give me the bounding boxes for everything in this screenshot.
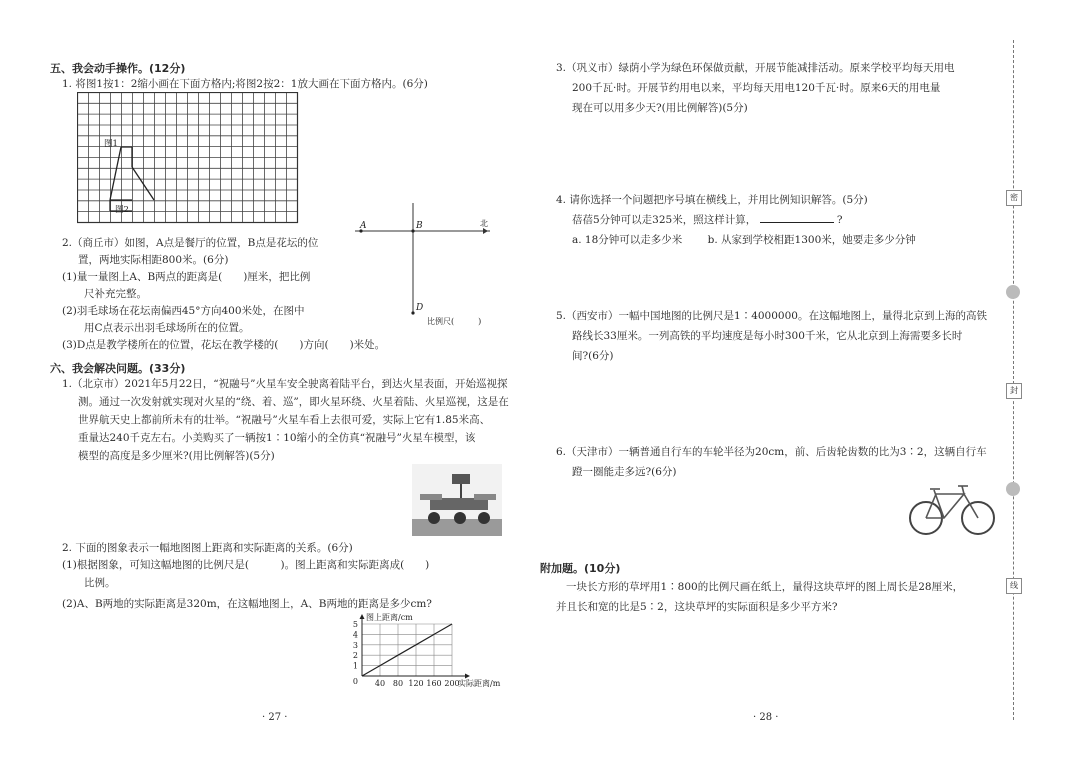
p1-line-3: 世界航天史上都前所未有的壮举。“祝融号”火星车看上去很可爱，实际上它有1.85米高、 — [78, 414, 491, 426]
binding-hole-icon — [1006, 482, 1020, 496]
p1-line-4: 重量达240千克左右。小美购买了一辆按1∶10缩小的全仿真“祝融号”火星车模型，该 — [78, 432, 476, 444]
chart-x-tick-label: 200 — [444, 679, 460, 688]
chart-y-arrow — [360, 614, 365, 619]
q3-line-2: 200千瓦·时。开展节约用电以来，平均每天用电120千瓦·时。原来6天的用电量 — [572, 82, 941, 94]
q4-line-1: 4. 请你选择一个问题把序号填在横线上，并用比例知识解答。(5分) — [556, 194, 868, 206]
q4-option-b: b. 从家到学校相距1300米，她要走多少分钟 — [707, 234, 916, 246]
chart-origin-label: 0 — [352, 677, 358, 686]
q5-line-1: 5.（西安市）一幅中国地图的比例尺是1∶4000000。在这幅地图上，量得北京到上海的高铁 — [556, 310, 987, 322]
chart-x-tick-label: 40 — [374, 679, 386, 688]
q5-line-3: 间?(6分) — [572, 350, 614, 362]
page-number-right: · 28 · — [753, 712, 779, 723]
figure-2-label: 图2 — [115, 205, 129, 215]
page-number-left: · 27 · — [262, 712, 288, 723]
section-5-title: 五、我会动手操作。(12分) — [50, 62, 186, 75]
section-6-title: 六、我会解决问题。(33分) — [50, 362, 186, 375]
q6-line-2: 蹬一圈能走多远?(6分) — [572, 466, 677, 478]
q2-part-3: (3)D点是教学楼所在的位置，花坛在教学楼的( )方向( )米处。 — [62, 339, 386, 351]
map-point-a: A — [360, 221, 367, 231]
chart-y-tick-label: 2 — [352, 651, 358, 661]
q3-line-3: 现在可以用多少天?(用比例解答)(5分) — [572, 102, 748, 114]
map-scale-label: 比例尺( ) — [427, 317, 482, 326]
binding-label-1: 密 — [1006, 190, 1022, 206]
binding-hole-icon — [1006, 285, 1020, 299]
question-1-text: 1. 将图1按1：2缩小画在下面方格内;将图2按2：1放大画在下面方格内。(6分) — [62, 78, 428, 90]
q2-part-1-line-1: (1)量一量图上A、B两点的距离是( )厘米，把比例 — [62, 271, 311, 283]
chart-x-tick-label: 160 — [426, 679, 442, 688]
chart-x-arrow — [465, 674, 470, 679]
bicycle-image — [906, 480, 998, 538]
q6-line-1: 6.（天津市）一辆普通自行车的车轮半径为20cm，前、后齿轮齿数的比为3∶2，这辆自行车 — [556, 446, 987, 458]
q2-line-2: 置，两地实际相距800米。(6分) — [78, 254, 229, 266]
q2-part-2-line-1: (2)羽毛球场在花坛南偏西45°方向400米处，在图中 — [62, 305, 305, 317]
mars-rover-image — [412, 464, 502, 536]
q3-line-1: 3.（巩义市）绿荫小学为绿色环保做贡献，开展节能减排活动。原来学校平均每天用电 — [556, 62, 955, 74]
p1-line-1: 1.（北京市）2021年5月22日，“祝融号”火星车安全驶离着陆平台，到达火星表面，开始巡视探 — [62, 378, 508, 390]
p2-part-1-line-2: 比例。 — [84, 577, 116, 589]
q4-line-2: 蓓蓓5分钟可以走325米，照这样计算， — [572, 214, 757, 226]
q2-part-1-line-2: 尺补充完整。 — [84, 288, 147, 300]
bonus-title: 附加题。(10分) — [540, 562, 621, 575]
p1-line-5: 模型的高度是多少厘米?(用比例解答)(5分) — [78, 450, 275, 462]
q2-part-2-line-2: 用C点表示出羽毛球场所在的位置。 — [84, 322, 250, 334]
chart-series-line — [362, 624, 452, 676]
map-point-d: D — [416, 303, 424, 313]
chart-y-tick-label: 3 — [352, 640, 358, 650]
chart-y-tick-label: 4 — [352, 630, 358, 640]
map-diagram — [340, 200, 500, 330]
binding-label-3: 线 — [1006, 578, 1022, 594]
p1-line-2: 测。通过一次发射就实现对火星的“绕、着、巡”，即火星环绕、火星着陆、火星巡视，这是在 — [78, 396, 509, 408]
bonus-line-2: 并且长和宽的比是5∶2，这块草坪的实际面积是多少平方米? — [556, 601, 838, 613]
chart-x-tick-label: 80 — [392, 679, 404, 688]
chart-x-axis-label: 实际距离/m — [458, 679, 501, 688]
chart-y-tick-label: 5 — [352, 620, 358, 629]
north-label: 北 — [480, 219, 488, 228]
q4-answer-blank[interactable] — [760, 212, 834, 223]
p2-part-1-line-1: (1)根据图象，可知这幅地图的比例尺是( )。图上距离和实际距离成( ) — [62, 559, 430, 571]
p2-line-1: 2. 下面的图象表示一幅地图图上距离和实际距离的关系。(6分) — [62, 542, 353, 554]
bonus-line-1: 一块长方形的草坪用1∶800的比例尺画在纸上，量得这块草坪的图上周长是28厘米， — [566, 581, 964, 593]
chart-y-tick-label: 1 — [352, 661, 358, 671]
chart-x-tick-label: 120 — [408, 679, 424, 688]
q4-line-2-end: ? — [836, 214, 843, 226]
map-point-b: B — [416, 221, 423, 231]
p2-part-2: (2)A、B两地的实际距离是320m，在这幅地图上，A、B两地的距离是多少cm? — [62, 598, 432, 610]
binding-label-2: 封 — [1006, 383, 1022, 399]
distance-chart — [340, 610, 515, 690]
q2-line-1: 2.（商丘市）如图，A点是餐厅的位置，B点是花坛的位 — [62, 237, 319, 249]
chart-y-axis-label: 图上距离/cm — [366, 613, 413, 622]
q5-line-2: 路线长33厘米。一列高铁的平均速度是每小时300千米，它从北京到上海需要多长时 — [572, 330, 963, 342]
drawing-grid — [77, 92, 299, 224]
figure-1-shape — [110, 147, 154, 200]
figure-1-label: 图1 — [104, 139, 118, 149]
binding-dashed-line — [1013, 40, 1014, 720]
q4-option-a: a. 18分钟可以走多少米 — [572, 234, 683, 246]
